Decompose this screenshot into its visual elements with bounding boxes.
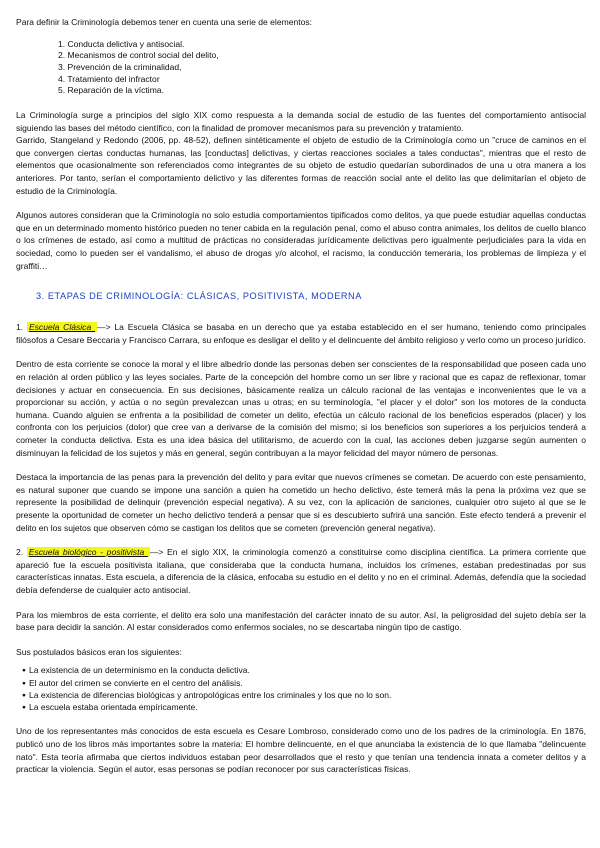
list-item: [22, 690, 586, 702]
list-item: 3. Prevención de la criminalidad,: [58, 62, 182, 72]
clasica-text: La Escuela Clásica se basaba en un derecho que ya estaba establecido en el ser humano, teniendo como principales filósofos a Cesare Beccaria y Francisco Carrara, su enfoque es desligar el delito y el delincuente del ámbito religioso y verlo como un proceso jurídico.: [16, 322, 586, 345]
authors-paragraph: Algunos autores consideran que la Criminología no solo estudia comportamientos tipificados como delitos, ya que puede estudiar aquellas conductas que en un determinado momento histórico pueden no tener cabida en la regulación penal, como el abuso contra animales, los delitos de cuello blanco o los crímenes de estado, así como a multitud de prácticas no consideradas jurídicamente delictivas pero igualmente perjudiciales para la vida en sociedad, como lo pueden ser el vandalismo, el abuso de drogas y/o alcohol, el racismo, la conducción temeraria, los problemas de limpieza y el graffiti…: [16, 210, 586, 271]
postulado-text: La escuela estaba orientada empíricamente.: [28, 702, 198, 713]
moral-paragraph: Dentro de esta corriente se conoce la moral y el libre albedrío donde las personas deben ser conscientes de la responsabilidad que poseen cada uno en relación al orden público y las leyes sociales. Parte de la concepción del hombre como un ser libre y racional que es capaz de reflexionar, tomar decisiones y actuar en consecuencia. En sus decisiones, básicamente realiza un cálculo racional de las ventajas e inconvenientes que le va a proporcionar su acción, y actúa o no según prevalezcan unas u otras; en su terminología, "el placer y el dolor" son los motores de la conducta humana. Cuando alguien se enfrenta a la posibilidad de cometer un delito, efectúa un cálculo racional de los beneficios esperados (placer) y los confronta con los perjuicios (dolor) que cree van a derivarse de la comisión del mismo; si los beneficios son superiores a los perjuicios tenderá a cometer la conducta delictiva. Esta es una idea básica del utilitarismo, de acuerdo con la cual, las acciones deben juzgarse según aumenten o disminuyan la felicidad de los sujetos y más en general, según contribuyan a la mayor felicidad del mayor número de personas.: [16, 359, 586, 458]
lombroso-paragraph: Uno de los representantes más conocidos de esta escuela es Cesare Lombroso, considerado como uno de los padres de la criminología. En 1876, publicó uno de los libros más importantes sobre la materia: El hombre delincuente, en el que anunciaba la existencia de lo que llamaba "delincuente nato". Esta teoría afirmaba que ciertos individuos estaban peor desarrollados que el resto y que tenían una tendencia innata a cometer delitos y a practicar la violencia. Según el autor, esas personas se podían reconocer por sus características físicas.: [16, 726, 586, 775]
list-item: [22, 665, 586, 677]
list-item: 5. Reparación de la víctima.: [58, 85, 164, 96]
origin-paragraph: La Criminología surge a principios del siglo XIX como respuesta a la demanda social de estudio de las fuentes del comportamiento antisocial siguiendo las bases del método científico, con la finalidad de promover mecanismos para su prevención y tratamiento.: [16, 110, 586, 133]
penas-paragraph: Destaca la importancia de las penas para la prevención del delito y para evitar que nuevos crímenes se cometan. De acuerdo con este pensamiento, es natural suponer que cuando se impone una sanción a quien ha cometido un hecho delictivo, éste temerá más la pena la próxima vez que se represente la posibilidad de delinquir (prevención especial negativa). A su vez, con la aplicación de sanciones, cualquier otro sujeto al que se le presente la oportunidad de cometer un hecho delictivo tenderá a pensar que si es descubierto sufrirá una sanción. Este efecto tenderá a prevenir el delito en los sujetos que observen cómo se castigan los delitos que se cometen (prevención general negativa).: [16, 472, 586, 533]
clasica-paragraph: [16, 321, 586, 346]
postulado-text: El autor del crimen se convierte en el centro del análisis.: [28, 677, 243, 688]
clasica-number: 1.: [16, 322, 27, 333]
arrow-icon: —>: [149, 547, 168, 558]
miembros-paragraph: Para los miembros de esta corriente, el delito era solo una manifestación del carácter innato de su autor. Así, la peligrosidad del sujeto debía ser la base para decidir la sanción. Al estar considerados como enfermos sociales, no se descartaba ningún tipo de castigo.: [16, 609, 586, 633]
list-item: [22, 678, 586, 690]
list-item: 1. Conducta delictiva y antisocial.: [58, 38, 185, 49]
list-item: 2. Mecanismos de control social del delito,: [58, 50, 219, 61]
garrido-paragraph: Garrido, Stangeland y Redondo (2006, pp. 48-52), definen sintéticamente el objeto de estudio de la Criminología como un "cruce de caminos en el que convergen ciertas conductas humanas, las [conductas] delictivas, y ciertas reacciones sociales a tales conductas", mientras que el resto de elementos que ocasionalmente son referenciados como integrantes de su objeto de estudio quedarían subordinados de una u otra manera a los anteriores. Por tanto, serían el comportamiento delictivo y las diferentes formas de reacción social ante el delito las que delimitarían el objeto de estudio de la Criminología.: [16, 135, 586, 196]
biologico-title-highlight: Escuela biológico - positivista: [28, 547, 148, 558]
list-item: [22, 702, 586, 714]
postulados-list: [22, 665, 586, 714]
biologico-text: En el siglo XIX, la criminología comenzó a constituirse como disciplina científica. La primera corriente que apareció fue la escuela positivista italiana, que consideraba que la conducta humana, incluidos los crímenes, estaban predestinadas por sus características innatas. Esta escuela, a diferencia de la clásica, enfocaba su estudio en el delito y no en el criminal. Además, defendía que la sociedad debía defenderse de cualquier acto antisocial.: [16, 547, 587, 595]
biologico-paragraph: [16, 546, 586, 596]
arrow-icon: —>: [97, 322, 115, 333]
document-page: [16, 16, 586, 776]
biologico-number: 2.: [16, 547, 27, 558]
postulados-intro: Sus postulados básicos eran los siguientes:: [16, 646, 182, 657]
intro-paragraph: Para definir la Criminología debemos tener en cuenta una serie de elementos:: [16, 17, 312, 27]
section-heading: 3. ETAPAS DE CRIMINOLOGÍA: CLÁSICAS, POSITIVISTA, MODERNA: [36, 291, 362, 302]
list-item: 4. Tratamiento del infractor: [58, 73, 160, 84]
clasica-title-highlight: Escuela Clásica: [28, 322, 96, 333]
postulado-text: La existencia de un determinismo en la conducta delictiva.: [28, 665, 250, 676]
postulado-text: La existencia de diferencias biológicas y antropológicas entre los criminales y los que no lo son.: [28, 689, 392, 700]
elements-list: [58, 39, 586, 98]
